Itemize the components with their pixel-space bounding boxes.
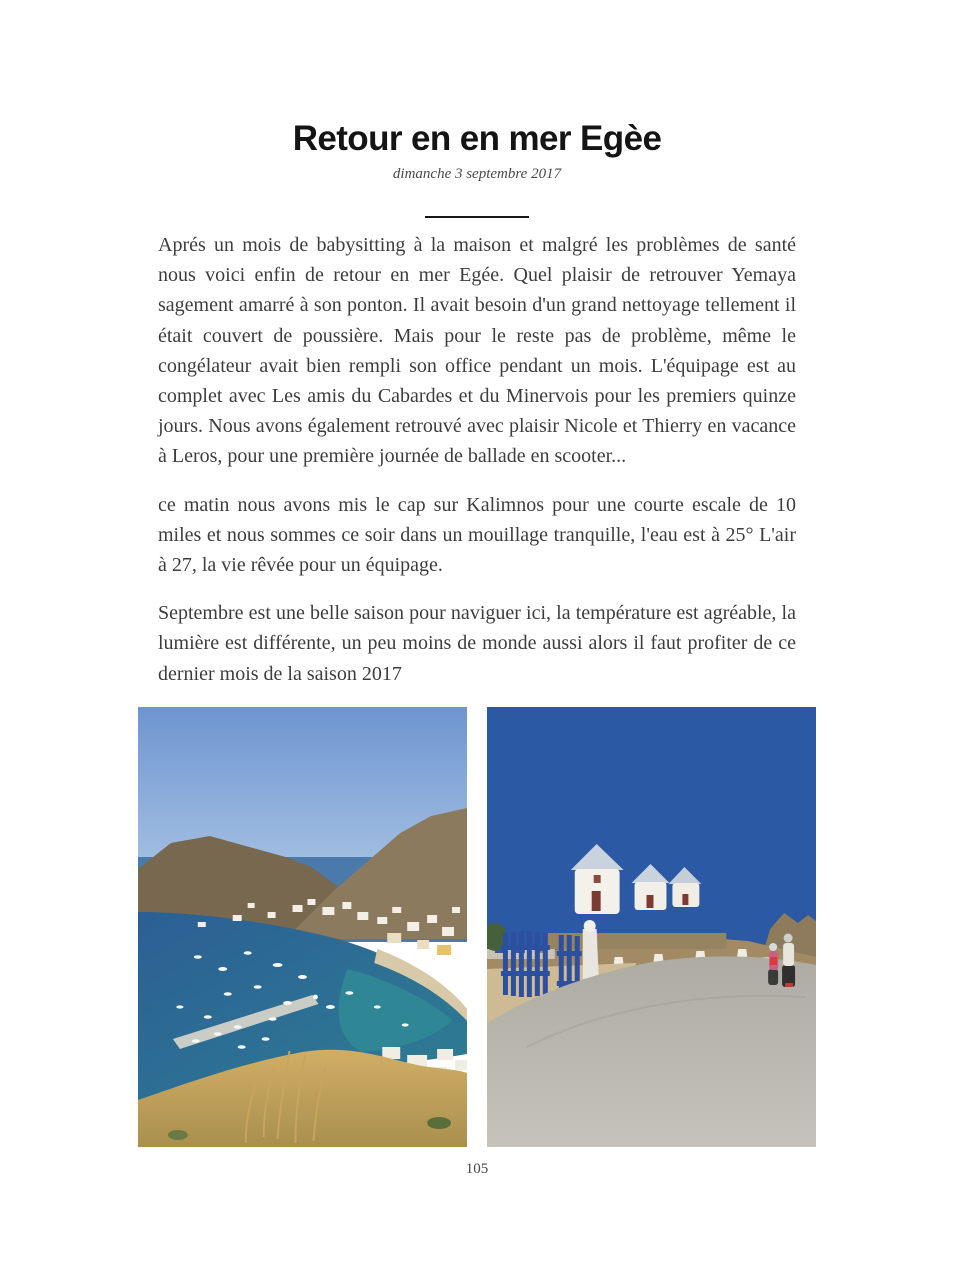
leros-bay-harbor-illustration xyxy=(138,707,467,1147)
page-number: 105 xyxy=(465,1160,489,1177)
windmills-road-photo xyxy=(487,707,816,1147)
page-footer xyxy=(0,1161,954,1178)
paragraph-2: ce matin nous avons mis le cap sur Kalimnos pour une courte escale de 10 miles et nous sommes ce soir dans un mouillage tranquille, l'eau est à 25° L'air à 27, la vie rêvée pour un équipage. xyxy=(158,493,796,577)
section-divider xyxy=(425,216,529,218)
article-body xyxy=(138,230,816,1147)
article-header xyxy=(0,0,954,218)
windmills-road-illustration xyxy=(487,707,816,1147)
paragraph-1: Aprés un mois de babysitting à la maison et malgré les problèmes de santé nous voici enfin de retour en mer Egée. Quel plaisir de retrouver Yemaya sagement amarré à son ponton. Il avait besoin d'un grand nettoyage tellement il était couvert de poussière. Mais pour le reste pas de problème, même le congélateur avait bien rempli son office pendant un mois. L'équipage est au complet avec Les amis du Cabardes et du Minervois pour les premiers quinze jours. Nous avons également retrouvé avec plaisir Nicole et Thierry en vacance à Leros, pour une première journée de ballade en scooter... xyxy=(158,234,796,468)
paragraph-3: Septembre est une belle saison pour naviguer ici, la température est agréable, la lumière est différente, un peu moins de monde aussi alors il faut profiter de ce dernier mois de la saison 2017 xyxy=(158,602,796,685)
article-text xyxy=(138,230,816,689)
article-date: dimanche 3 septembre 2017 xyxy=(392,166,562,182)
leros-bay-harbor-photo xyxy=(138,707,467,1147)
photo-row xyxy=(138,707,816,1147)
page-title: Retour en en mer Egèe xyxy=(292,119,662,158)
